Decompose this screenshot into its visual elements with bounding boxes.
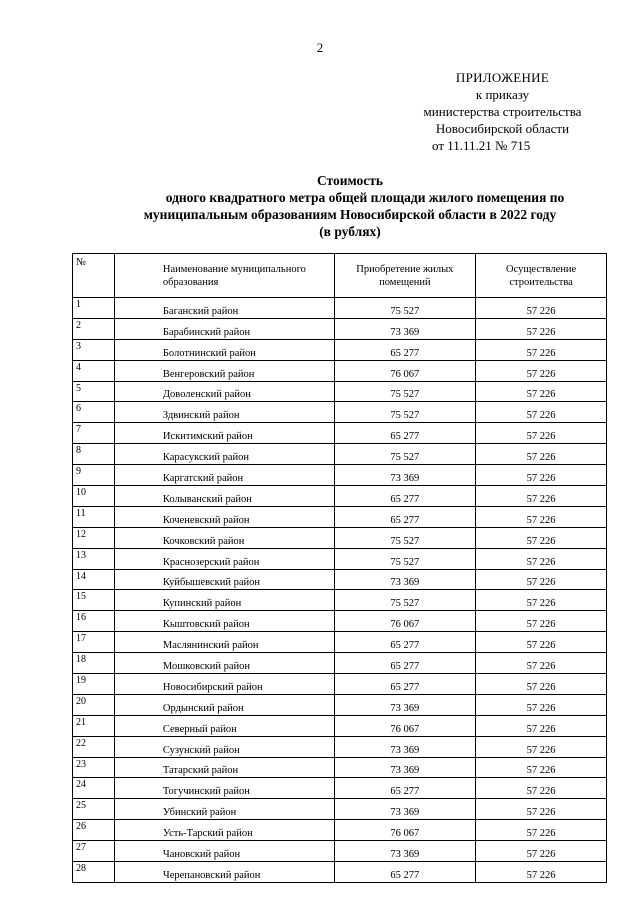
construction-cost: 57 226: [476, 569, 607, 590]
municipality-name: Венгеровский район: [114, 360, 334, 381]
table-row: [73, 381, 607, 402]
purchase-cost: 76 067: [334, 820, 476, 841]
table-row: [73, 736, 607, 757]
table-row: [73, 611, 607, 632]
table-header-row: [73, 254, 607, 298]
header-municipality-line1: Наименование муниципального: [162, 263, 306, 275]
purchase-cost: 73 369: [334, 569, 476, 590]
purchase-cost: 73 369: [334, 757, 476, 778]
construction-cost: 57 226: [476, 423, 607, 444]
purchase-cost: 73 369: [334, 841, 476, 862]
construction-cost: 57 226: [476, 820, 607, 841]
construction-cost: 57 226: [476, 506, 607, 527]
purchase-cost: 73 369: [334, 694, 476, 715]
row-number: 1: [73, 298, 115, 319]
municipality-name: Здвинский район: [114, 402, 334, 423]
municipality-name: Болотнинский район: [114, 339, 334, 360]
row-number: 3: [73, 339, 115, 360]
header-number: №: [73, 254, 115, 298]
row-number: 27: [73, 841, 115, 862]
row-number: 19: [73, 674, 115, 695]
municipality-name: Усть-Тарский район: [114, 820, 334, 841]
municipality-name: Краснозерский район: [114, 548, 334, 569]
row-number: 20: [73, 694, 115, 715]
table-row: [73, 653, 607, 674]
table-row: [73, 715, 607, 736]
municipality-name: Искитимский район: [114, 423, 334, 444]
municipality-name: Каргатский район: [114, 465, 334, 486]
construction-cost: 57 226: [476, 611, 607, 632]
municipality-name: Новосибирский район: [114, 674, 334, 695]
municipality-name: Барабинский район: [114, 318, 334, 339]
purchase-cost: 65 277: [334, 778, 476, 799]
municipality-name: Убинский район: [114, 799, 334, 820]
table-row: [73, 632, 607, 653]
row-number: 8: [73, 444, 115, 465]
table-row: [73, 569, 607, 590]
row-number: 11: [73, 506, 115, 527]
purchase-cost: 73 369: [334, 736, 476, 757]
municipality-name: Колыванский район: [114, 486, 334, 507]
table-row: [73, 590, 607, 611]
row-number: 16: [73, 611, 115, 632]
title-line-4: (в рублях): [319, 224, 381, 239]
purchase-cost: 65 277: [334, 674, 476, 695]
construction-cost: 57 226: [476, 778, 607, 799]
table-row: [73, 799, 607, 820]
row-number: 23: [73, 757, 115, 778]
municipality-name: Мошковский район: [114, 653, 334, 674]
municipality-name: Кыштовский район: [114, 611, 334, 632]
title-line-3: муниципальным образованиям Новосибирской области в 2022 году: [143, 207, 557, 222]
construction-cost: 57 226: [476, 841, 607, 862]
page-number: 2: [316, 40, 324, 55]
table-row: [73, 820, 607, 841]
construction-cost: 57 226: [476, 527, 607, 548]
table-row: [73, 339, 607, 360]
construction-cost: 57 226: [476, 402, 607, 423]
municipality-name: Купинский район: [114, 590, 334, 611]
municipality-name: Черепановский район: [114, 862, 334, 883]
table-row: [73, 444, 607, 465]
purchase-cost: 76 067: [334, 715, 476, 736]
row-number: 15: [73, 590, 115, 611]
purchase-cost: 65 277: [334, 423, 476, 444]
purchase-cost: 65 277: [334, 653, 476, 674]
row-number: 5: [73, 381, 115, 402]
municipality-name: Ордынский район: [114, 694, 334, 715]
purchase-cost: 75 527: [334, 590, 476, 611]
row-number: 10: [73, 486, 115, 507]
table-row: [73, 402, 607, 423]
municipality-name: Тогучинский район: [114, 778, 334, 799]
table-row: [73, 548, 607, 569]
row-number: 21: [73, 715, 115, 736]
construction-cost: 57 226: [476, 444, 607, 465]
table-row: [73, 465, 607, 486]
municipality-name: Куйбышевский район: [114, 569, 334, 590]
table-row: [73, 298, 607, 319]
purchase-cost: 73 369: [334, 799, 476, 820]
row-number: 6: [73, 402, 115, 423]
title-line-1: Стоимость: [316, 173, 384, 188]
construction-cost: 57 226: [476, 318, 607, 339]
appendix-label: ПРИЛОЖЕНИЕ: [455, 70, 550, 85]
row-number: 2: [73, 318, 115, 339]
purchase-cost: 76 067: [334, 611, 476, 632]
row-number: 9: [73, 465, 115, 486]
municipality-name: Баганский район: [114, 298, 334, 319]
purchase-cost: 73 369: [334, 318, 476, 339]
row-number: 17: [73, 632, 115, 653]
municipality-name: Маслянинский район: [114, 632, 334, 653]
construction-cost: 57 226: [476, 590, 607, 611]
municipality-name: Коченевский район: [114, 506, 334, 527]
purchase-cost: 65 277: [334, 862, 476, 883]
municipality-name: Татарский район: [114, 757, 334, 778]
document-title: [95, 172, 605, 240]
purchase-cost: 73 369: [334, 465, 476, 486]
construction-cost: 57 226: [476, 381, 607, 402]
table-row: [73, 423, 607, 444]
construction-cost: 57 226: [476, 715, 607, 736]
table-row: [73, 527, 607, 548]
appendix-ministry: министерства строительства: [423, 104, 582, 119]
table-body: [73, 298, 607, 883]
header-municipality-line2: образования: [162, 276, 219, 288]
table-row: [73, 862, 607, 883]
cost-table: [72, 253, 607, 883]
appendix-region: Новосибирской области: [435, 121, 570, 136]
row-number: 26: [73, 820, 115, 841]
construction-cost: 57 226: [476, 339, 607, 360]
row-number: 18: [73, 653, 115, 674]
table-row: [73, 757, 607, 778]
construction-cost: 57 226: [476, 736, 607, 757]
header-construction-line2: строительства: [509, 276, 573, 288]
table-row: [73, 360, 607, 381]
header-construction-line1: Осуществление: [505, 263, 577, 275]
table-row: [73, 318, 607, 339]
row-number: 28: [73, 862, 115, 883]
row-number: 14: [73, 569, 115, 590]
row-number: 12: [73, 527, 115, 548]
header-municipality: [114, 254, 334, 298]
purchase-cost: 75 527: [334, 381, 476, 402]
table-row: [73, 778, 607, 799]
purchase-cost: 75 527: [334, 527, 476, 548]
construction-cost: 57 226: [476, 799, 607, 820]
construction-cost: 57 226: [476, 465, 607, 486]
purchase-cost: 65 277: [334, 486, 476, 507]
construction-cost: 57 226: [476, 694, 607, 715]
construction-cost: 57 226: [476, 548, 607, 569]
purchase-cost: 76 067: [334, 360, 476, 381]
municipality-name: Доволенский район: [114, 381, 334, 402]
header-construction: [476, 254, 607, 298]
municipality-name: Северный район: [114, 715, 334, 736]
construction-cost: 57 226: [476, 298, 607, 319]
purchase-cost: 65 277: [334, 632, 476, 653]
header-purchase: [334, 254, 476, 298]
purchase-cost: 65 277: [334, 339, 476, 360]
municipality-name: Сузунский район: [114, 736, 334, 757]
row-number: 7: [73, 423, 115, 444]
table-row: [73, 486, 607, 507]
construction-cost: 57 226: [476, 486, 607, 507]
row-number: 24: [73, 778, 115, 799]
construction-cost: 57 226: [476, 653, 607, 674]
row-number: 22: [73, 736, 115, 757]
table-row: [73, 506, 607, 527]
purchase-cost: 75 527: [334, 444, 476, 465]
appendix-header: [390, 69, 615, 154]
purchase-cost: 75 527: [334, 548, 476, 569]
construction-cost: 57 226: [476, 632, 607, 653]
purchase-cost: 75 527: [334, 298, 476, 319]
construction-cost: 57 226: [476, 674, 607, 695]
appendix-order-ref: к приказу: [475, 87, 530, 102]
purchase-cost: 75 527: [334, 402, 476, 423]
municipality-name: Чановский район: [114, 841, 334, 862]
construction-cost: 57 226: [476, 862, 607, 883]
appendix-date-number: от 11.11.21 № 715: [432, 138, 531, 153]
purchase-cost: 65 277: [334, 506, 476, 527]
municipality-name: Карасукский район: [114, 444, 334, 465]
row-number: 25: [73, 799, 115, 820]
construction-cost: 57 226: [476, 757, 607, 778]
construction-cost: 57 226: [476, 360, 607, 381]
header-purchase-line2: помещений: [379, 276, 431, 288]
row-number: 4: [73, 360, 115, 381]
header-purchase-line1: Приобретение жилых: [356, 263, 454, 275]
municipality-name: Кочковский район: [114, 527, 334, 548]
title-line-2: одного квадратного метра общей площади жилого помещения по: [165, 190, 565, 205]
table-row: [73, 841, 607, 862]
table-row: [73, 674, 607, 695]
row-number: 13: [73, 548, 115, 569]
table-row: [73, 694, 607, 715]
